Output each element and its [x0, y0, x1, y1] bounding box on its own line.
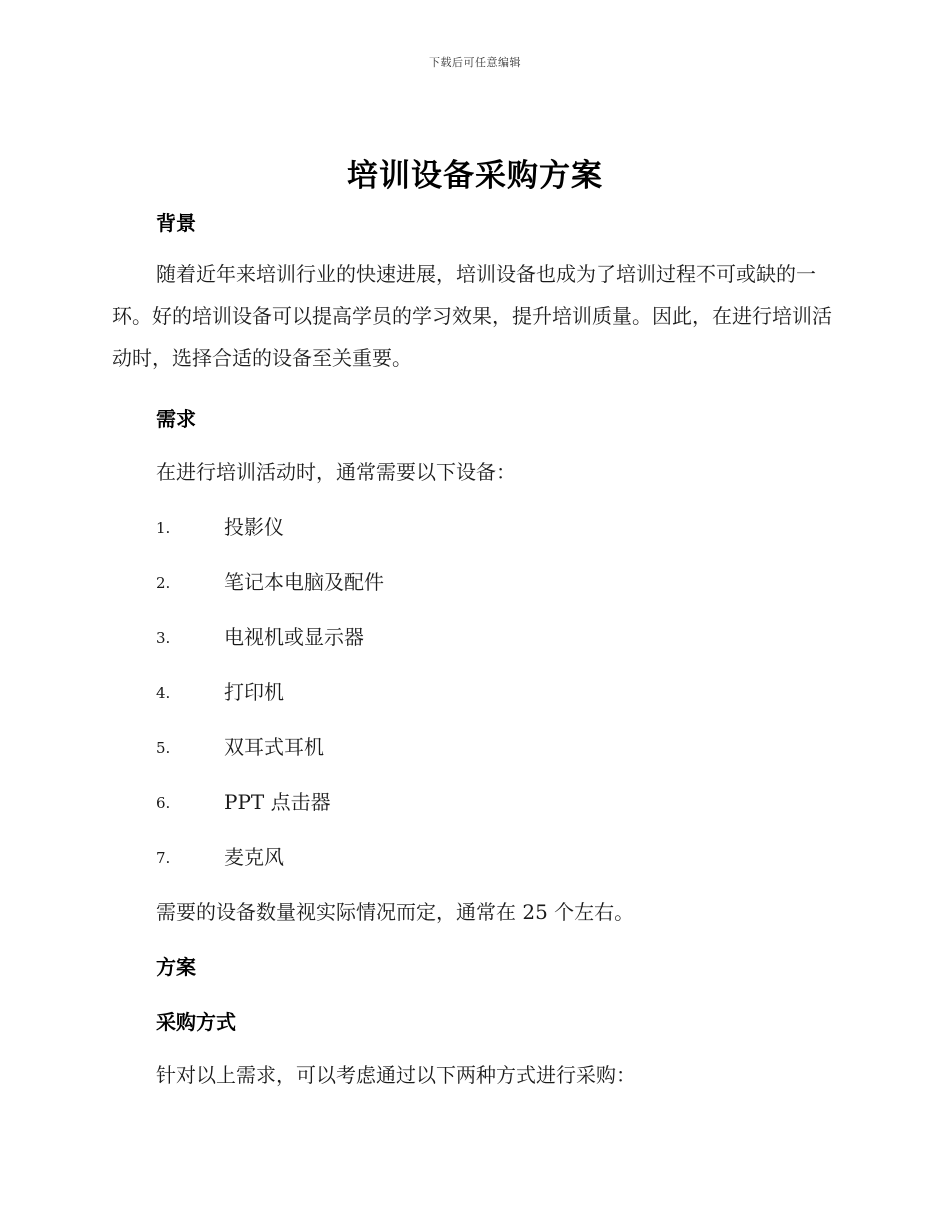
list-item — [156, 841, 284, 870]
header-note: 下载后可任意编辑 — [429, 56, 521, 69]
list-number: 5. — [156, 739, 171, 757]
list-number: 2. — [156, 574, 171, 592]
needs-intro: 在进行培训活动时，通常需要以下设备： — [156, 460, 516, 484]
heading-needs: 需求 — [156, 407, 196, 431]
list-item — [156, 786, 331, 815]
list-text: 打印机 — [224, 680, 284, 704]
list-number: 3. — [156, 629, 171, 647]
list-text: 麦克风 — [224, 845, 284, 869]
list-number: 1. — [156, 519, 171, 537]
list-text: PPT 点击器 — [224, 790, 331, 814]
heading-plan: 方案 — [156, 955, 196, 979]
heading-purchase-method: 采购方式 — [156, 1010, 236, 1034]
needs-note: 需要的设备数量视实际情况而定，通常在 25 个左右。 — [156, 900, 635, 924]
list-number: 7. — [156, 849, 171, 867]
list-item — [156, 621, 364, 650]
list-text: 电视机或显示器 — [224, 625, 364, 649]
list-item — [156, 511, 284, 540]
heading-background: 背景 — [156, 211, 196, 235]
list-number: 6. — [156, 794, 171, 812]
list-text: 笔记本电脑及配件 — [224, 570, 384, 594]
list-item — [156, 566, 384, 595]
background-paragraph: 随着近年来培训行业的快速进展，培训设备也成为了培训过程不可或缺的一环。好的培训设备可以提高学员的学习效果，提升培训质量。因此，在进行培训活动时，选择合适的设备至关重要。 — [112, 262, 832, 370]
list-text: 投影仪 — [224, 515, 284, 539]
list-number: 4. — [156, 684, 171, 702]
list-text: 双耳式耳机 — [224, 735, 324, 759]
purchase-intro: 针对以上需求，可以考虑通过以下两种方式进行采购： — [156, 1063, 636, 1087]
list-item — [156, 731, 324, 760]
document-title: 培训设备采购方案 — [347, 158, 603, 194]
list-item — [156, 676, 284, 705]
